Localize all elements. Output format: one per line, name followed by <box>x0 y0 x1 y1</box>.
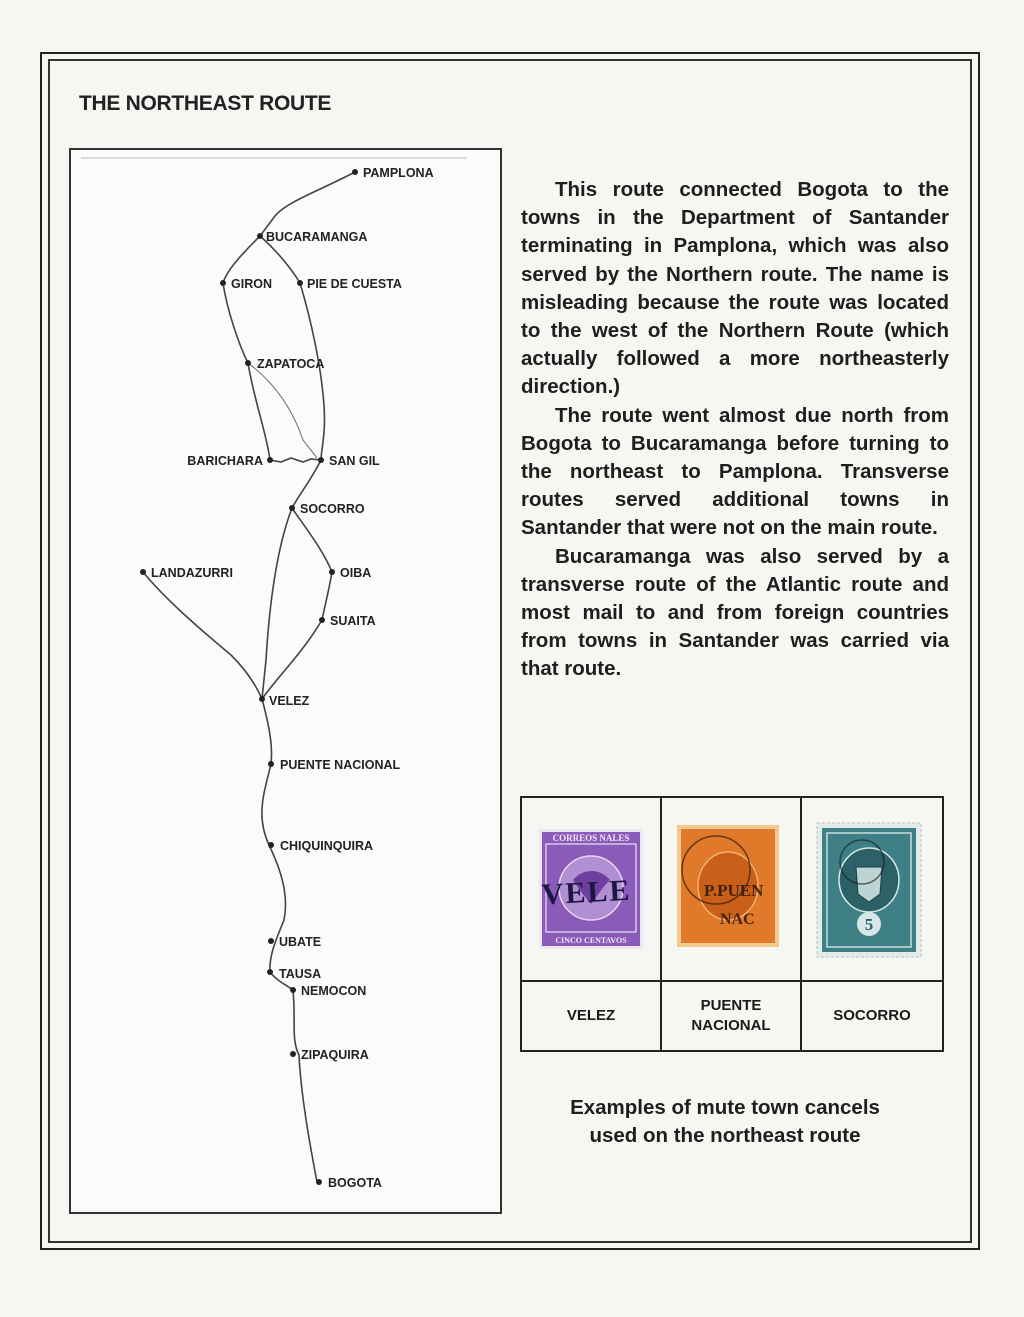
route-landazurri-velez <box>143 572 262 699</box>
description-paragraph-2: The route went almost due north from Bogota to Bucaramanga before turning to the northeast to Pamplona. Transverse routes served additional towns in Santander that were not on the main route. <box>521 403 949 540</box>
stamp-image-puente-nacional <box>676 824 780 948</box>
town-label-san-gil: SAN GIL <box>329 454 380 468</box>
route-description <box>521 176 949 684</box>
route-bucaramanga-giron <box>223 236 260 283</box>
route-socorro-velez <box>262 508 292 699</box>
stamp-label-cell-velez <box>522 982 662 1050</box>
town-label-pie-de-cuesta: PIE DE CUESTA <box>307 277 402 291</box>
town-label-socorro: SOCORRO <box>300 502 365 516</box>
stamp-cell-velez <box>522 798 662 982</box>
route-sangil-socorro <box>292 460 321 508</box>
town-dot-bucaramanga <box>257 233 263 239</box>
town-dot-chiquinquira <box>268 842 274 848</box>
town-label-nemocon: NEMOCON <box>301 984 367 998</box>
town-dot-san-gil <box>318 457 324 463</box>
town-dot-zipaquira <box>290 1051 296 1057</box>
stamp-label-cell-socorro <box>802 982 942 1050</box>
town-dot-barichara <box>267 457 273 463</box>
route-oiba-suaita <box>322 572 332 620</box>
town-dot-velez <box>259 696 265 702</box>
caption-line-2: used on the northeast route <box>589 1124 861 1147</box>
stamp-label-puente-nacional-line2: NACIONAL <box>691 1017 771 1034</box>
stamp-velez-bottom-text: CINCO CENTAVOS <box>555 936 627 945</box>
town-dot-pamplona <box>352 169 358 175</box>
stamp-caption <box>520 1094 930 1150</box>
stamp-socorro-value: 5 <box>864 915 874 934</box>
stamp-puente-cancel-2: NAC <box>720 911 755 928</box>
stamp-image-velez <box>538 828 644 950</box>
route-suaita-velez <box>262 620 322 699</box>
stamp-velez-top-text: CORREOS NALES <box>552 833 630 843</box>
town-dot-nemocon <box>290 987 296 993</box>
town-dot-bogota <box>316 1179 322 1185</box>
town-label-puente-nacional: PUENTE NACIONAL <box>280 758 401 772</box>
route-piedecuesta-sangil <box>300 283 324 460</box>
description-paragraph-1: This route connected Bogota to the towns in the Department of Santander terminating in Pamplona, which was also served by the Northern route. The name is misleading because the route was located to the west of the Northern Route (which actually followed a more northeasterly direction.) <box>521 178 949 399</box>
town-dot-suaita <box>319 617 325 623</box>
town-dot-zapatoca <box>245 360 251 366</box>
town-label-landazurri: LANDAZURRI <box>151 566 233 580</box>
town-dot-giron <box>220 280 226 286</box>
town-label-ubate: UBATE <box>279 935 322 949</box>
town-dot-puente-nacional <box>268 761 274 767</box>
route-map-svg <box>71 150 504 1216</box>
stamp-puente-cancel-1: P.PUEN <box>704 881 764 900</box>
page-title: THE NORTHEAST ROUTE <box>79 92 332 115</box>
route-zapatoca-barichara <box>248 363 270 460</box>
route-map <box>69 148 502 1214</box>
town-label-giron: GIRON <box>231 277 272 291</box>
stamp-label-puente-nacional <box>691 996 770 1036</box>
town-label-chiquinquira: CHIQUINQUIRA <box>280 839 374 853</box>
town-dot-ubate <box>268 938 274 944</box>
town-label-pamplona: PAMPLONA <box>363 166 434 180</box>
route-barichara-sangil <box>270 458 321 462</box>
town-label-velez: VELEZ <box>269 694 310 708</box>
town-label-suaita: SUAITA <box>330 614 376 628</box>
town-dot-socorro <box>289 505 295 511</box>
stamp-cell-socorro <box>802 798 942 982</box>
town-label-zapatoca: ZAPATOCA <box>257 357 325 371</box>
town-dot-pie-de-cuesta <box>297 280 303 286</box>
town-label-oiba: OIBA <box>340 566 372 580</box>
town-dot-landazurri <box>140 569 146 575</box>
stamp-table <box>520 796 944 1052</box>
town-label-tausa: TAUSA <box>279 967 322 981</box>
town-label-barichara: BARICHARA <box>187 454 263 468</box>
stamp-label-cell-puente-nacional <box>662 982 802 1050</box>
description-paragraph-3: Bucaramanga was also served by a transverse route of the Atlantic route and most mail to and from foreign countries from towns in Santander was carried via that route. <box>521 544 949 681</box>
stamp-label-socorro: SOCORRO <box>833 1007 911 1024</box>
route-giron-zapatoca <box>223 283 248 363</box>
stamp-label-puente-nacional-line1: PUENTE <box>700 997 762 1014</box>
caption-line-1: Examples of mute town cancels <box>570 1096 880 1119</box>
stamp-image-socorro <box>816 822 922 958</box>
stamp-label-velez: VELEZ <box>566 1007 616 1024</box>
route-pamplona-bucaramanga <box>260 172 355 236</box>
town-dot-oiba <box>329 569 335 575</box>
route-socorro-oiba <box>292 508 332 572</box>
town-label-zipaquira: ZIPAQUIRA <box>301 1048 369 1062</box>
town-label-bucaramanga: BUCARAMANGA <box>266 230 368 244</box>
town-dot-tausa <box>267 969 273 975</box>
town-label-bogota: BOGOTA <box>328 1176 382 1190</box>
stamp-cell-puente-nacional <box>662 798 802 982</box>
stamp-velez-cancel: VELE <box>540 873 633 912</box>
